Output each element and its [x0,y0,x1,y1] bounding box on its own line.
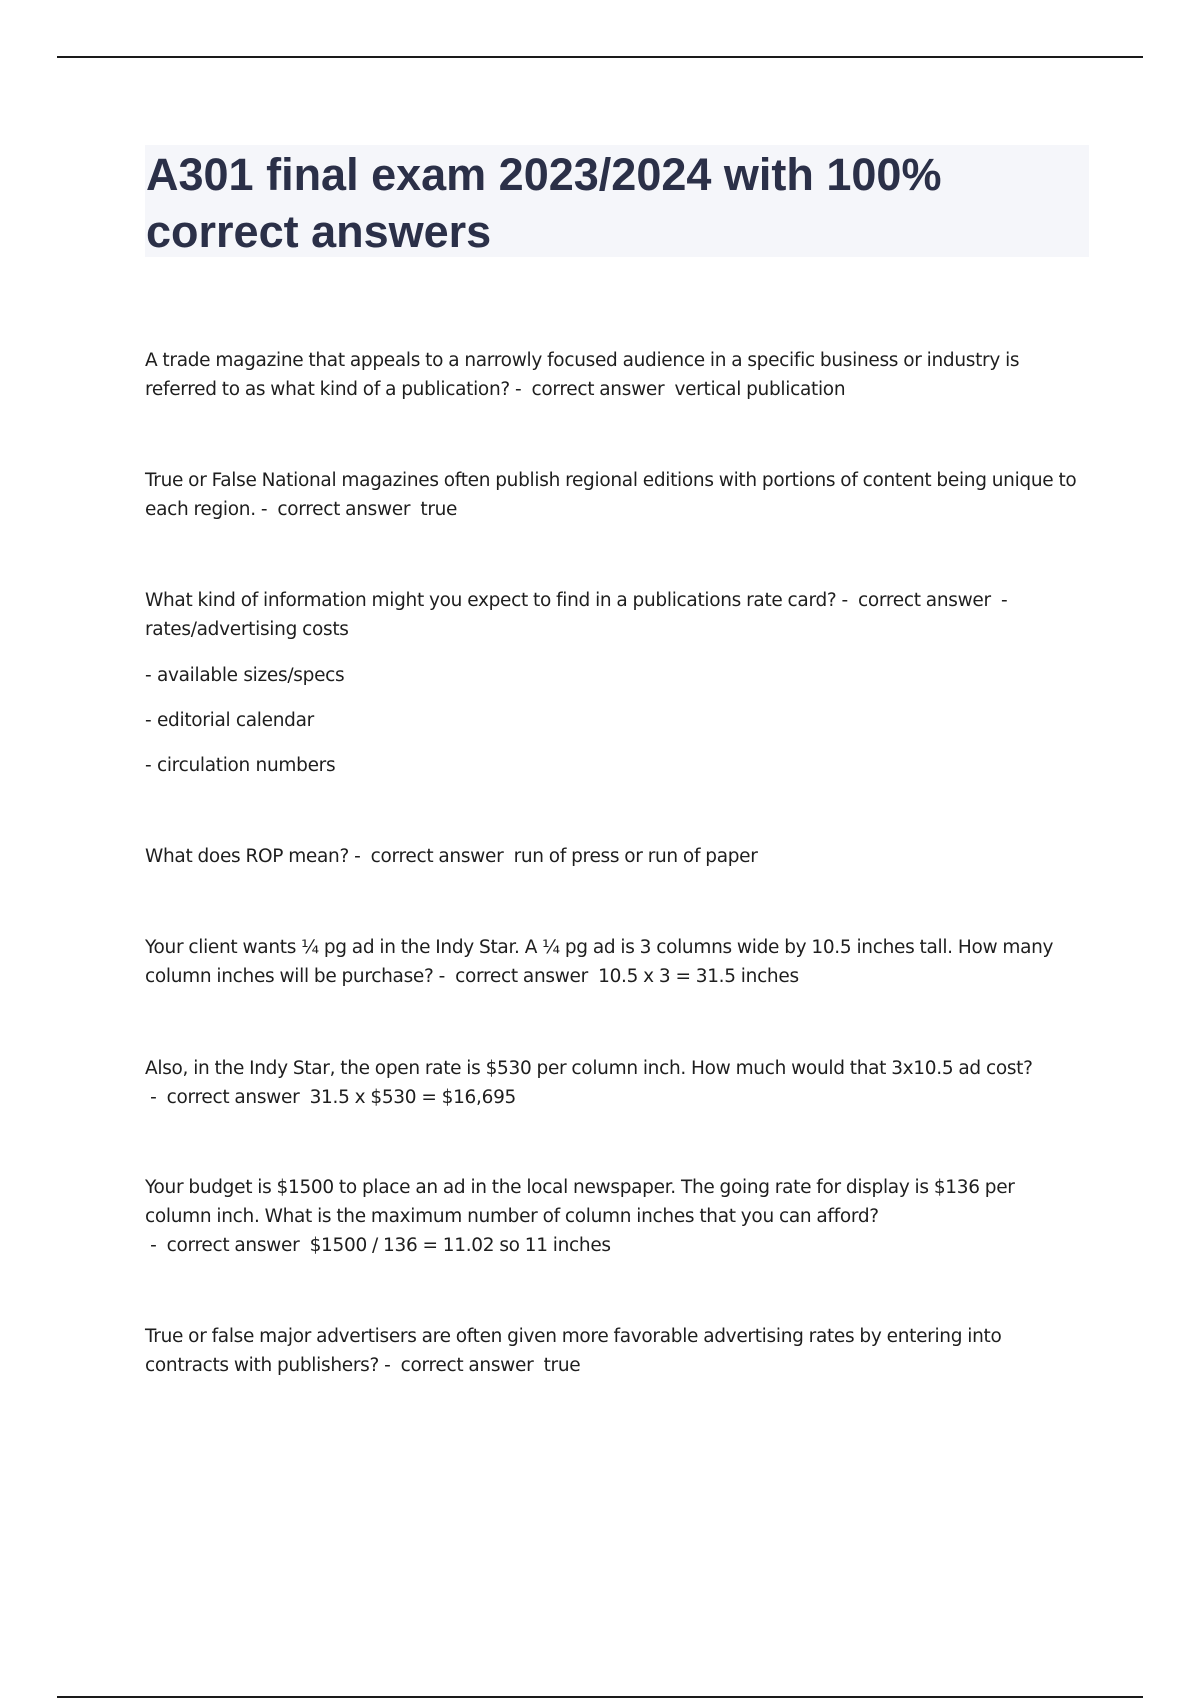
question-text: What does ROP mean? [145,846,349,867]
qa-item [145,842,1080,871]
question-text: A trade magazine that appeals to a narrowly focused audience in a specific business or industry is referred to as what kind of a publication? [145,350,1020,400]
qa-item [145,1173,1080,1260]
question-text: What kind of information might you expect to find in a publications rate card? [145,590,837,611]
answer-text: 31.5 x $530 = $16,695 [309,1087,517,1108]
answer-list-item: - editorial calendar [145,710,314,731]
qa-item [145,1322,1080,1380]
answer-text: vertical publication [674,379,846,400]
answer-separator: - correct answer [349,846,514,867]
question-text: Also, in the Indy Star, the open rate is $530 per column inch. How much would that 3x10.5 ad cost? [145,1058,1033,1079]
answer-separator: - correct answer [433,966,599,987]
qa-item [145,346,1080,404]
answer-separator: - correct answer [145,1087,310,1108]
answer-text: run of press or run of paper [513,846,758,867]
answer-separator: - correct answer [255,499,421,520]
question-text: True or False National magazines often publish regional editions with portions of content being unique to each region. [145,470,1077,520]
footer-rule [57,1696,1143,1698]
answer-separator: - correct answer [145,1235,310,1256]
qa-item [145,1054,1080,1112]
question-text: True or false major advertisers are often given more favorable advertising rates by entering into contracts with publishers? [145,1326,1002,1376]
question-text: Your budget is $1500 to place an ad in the local newspaper. The going rate for display is $136 per column inch. What is the maximum number of column inches that you can afford? [145,1177,1015,1227]
qa-item [145,586,1080,644]
answer-text: - rates/advertising costs [145,590,1008,640]
qa-item [145,466,1080,524]
answer-text: true [543,1355,581,1376]
answer-separator: - correct answer [836,590,1001,611]
question-text: Your client wants ¼ pg ad in the Indy Star. A ¼ pg ad is 3 columns wide by 10.5 inches tall. How many column inches will be purchase? [145,937,1054,987]
answer-separator: - correct answer [379,1355,544,1376]
answer-text: 10.5 x 3 = 31.5 inches [598,966,799,987]
qa-item [145,933,1080,991]
answer-text: $1500 / 136 = 11.02 so 11 inches [309,1235,611,1256]
document-title: A301 final exam 2023/2024 with 100% correct answers [146,149,942,257]
answer-text: true [420,499,458,520]
answer-separator: - correct answer [509,379,675,400]
answer-list-item: - circulation numbers [145,755,336,776]
answer-list-item: - available sizes/specs [145,665,345,686]
header-rule [57,56,1143,58]
